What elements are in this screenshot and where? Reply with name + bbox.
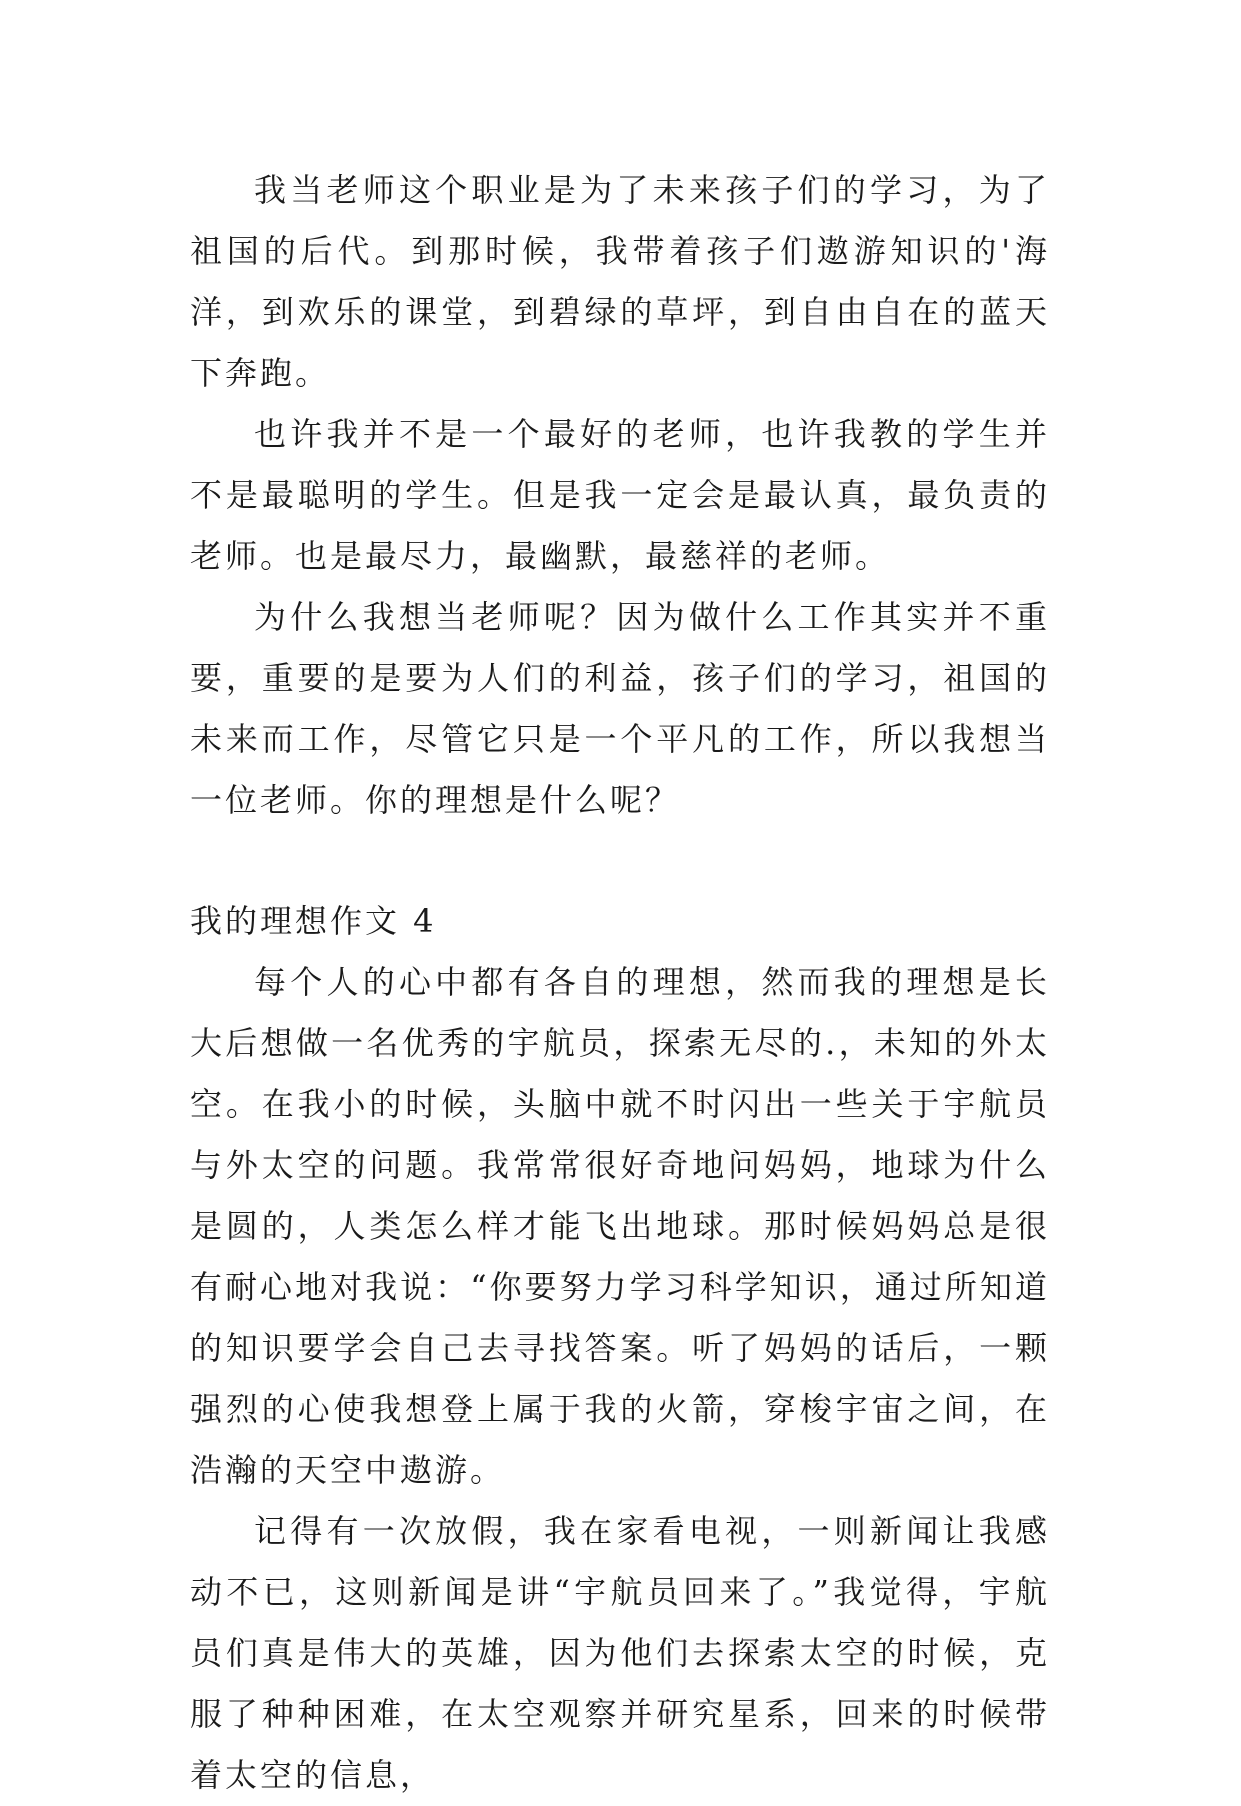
paragraph-1: 我当老师这个职业是为了未来孩子们的学习，为了祖国的后代。到那时候，我带着孩子们遨游知识的'海洋，到欢乐的课堂，到碧绿的草坪，到自由自在的蓝天下奔跑。	[190, 171, 1050, 392]
paragraph-5: 记得有一次放假，我在家看电视，一则新闻让我感动不已，这则新闻是讲“宇航员回来了。”我觉得，宇航员们真是伟大的英雄，因为他们去探索太空的时候，克服了种种困难，在太空观察并研究星系，回来的时候带着太空的信息，	[190, 1512, 1050, 1794]
document-body	[190, 160, 1050, 1806]
paragraph-3: 为什么我想当老师呢？因为做什么工作其实并不重要，重要的是要为人们的利益，孩子们的学习，祖国的未来而工作，尽管它只是一个平凡的工作，所以我想当一位老师。你的理想是什么呢？	[190, 598, 1050, 819]
paragraph-2: 也许我并不是一个最好的老师，也许我教的学生并不是最聪明的学生。但是我一定会是最认真，最负责的老师。也是最尽力，最幽默，最慈祥的老师。	[190, 415, 1050, 575]
section-title: 我的理想作文 4	[190, 902, 437, 940]
paragraph-4: 每个人的心中都有各自的理想，然而我的理想是长大后想做一名优秀的宇航员，探索无尽的.，未知的外太空。在我小的时候，头脑中就不时闪出一些关于宇航员与外太空的问题。我常常很好奇地问妈妈，地球为什么是圆的，人类怎么样才能飞出地球。那时候妈妈总是很有耐心地对我说：“你要努力学习科学知识，通过所知道的知识要学会自己去寻找答案。听了妈妈的话后，一颗强烈的心使我想登上属于我的火箭，穿梭宇宙之间，在浩瀚的天空中遨游。	[190, 963, 1050, 1489]
